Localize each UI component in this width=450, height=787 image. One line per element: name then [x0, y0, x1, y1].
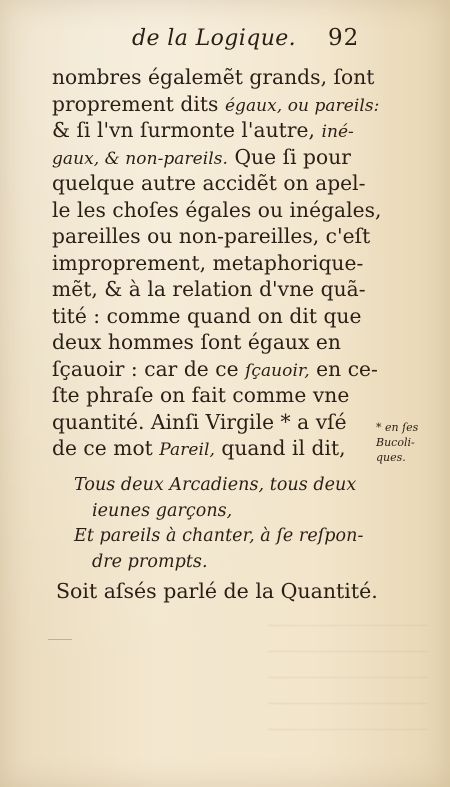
- verse-quotation: [74, 473, 404, 575]
- text-line: nombres égalemẽt grands, ſont: [52, 65, 375, 89]
- main-text: [52, 64, 382, 462]
- page-mark: [48, 639, 72, 640]
- text-line: le les choſes égales ou inégales,: [52, 197, 382, 222]
- text-line: ſçauoir : car de ce ſçauoir, en ce-: [52, 356, 378, 381]
- page-number: 92: [328, 25, 360, 51]
- verse-line: dre prompts.: [92, 551, 208, 572]
- text-line: improprement, metaphorique-: [52, 250, 364, 275]
- margin-note-line: Bucoli-: [376, 436, 415, 449]
- paper-show-through: [268, 610, 428, 730]
- text-line: mẽt, & à la relation d'vne quã-: [52, 277, 366, 301]
- margin-note-line: ques.: [376, 451, 406, 464]
- text-line: pareilles ou non-pareilles, c'eſt: [52, 224, 371, 248]
- running-head: de la Logique.: [132, 26, 297, 51]
- text-line: tité : comme quand on dit que: [52, 303, 362, 328]
- text-line: ſte phraſe on fait comme vne: [52, 383, 350, 407]
- italic-term: iné-: [321, 122, 354, 142]
- italic-term: gaux, & non-pareils.: [52, 148, 228, 169]
- italic-term: ſçauoir,: [245, 360, 310, 381]
- text-line: gaux, & non-pareils. Que ſi pour: [52, 144, 351, 169]
- margin-note-line: * en ſes: [376, 421, 419, 434]
- page-header: [0, 26, 450, 56]
- verse-line: Tous deux Arcadiens, tous deux: [74, 475, 357, 495]
- text-line: de ce mot Pareil, quand il dit,: [52, 436, 346, 460]
- verse-line: ieunes garçons,: [92, 500, 233, 521]
- text-line: quantité. Ainſi Virgile * a vſé: [52, 409, 347, 434]
- italic-term: Pareil,: [159, 440, 215, 460]
- closing-line: Soit aſsés parlé de la Quantité.: [56, 579, 378, 603]
- text-line: deux hommes ſont égaux en: [52, 330, 341, 354]
- verse-line: Et pareils à chanter, à ſe reſpon-: [74, 526, 364, 546]
- text-line: & ſi l'vn ſurmonte l'autre, iné-: [52, 118, 354, 142]
- italic-term: égaux, ou pareils:: [224, 95, 380, 116]
- text-line: quelque autre accidẽt on apel-: [52, 171, 366, 195]
- margin-note: [376, 420, 446, 465]
- text-line: proprement dits égaux, ou pareils:: [52, 91, 380, 116]
